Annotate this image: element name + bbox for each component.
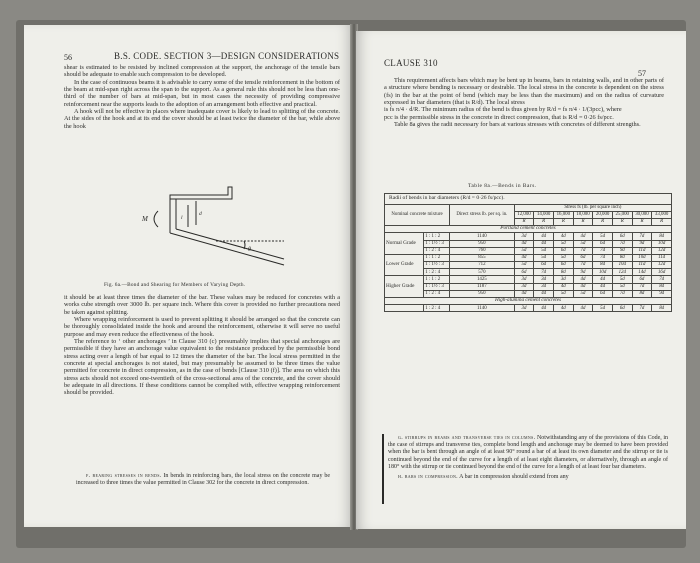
- radius-cell: 7d: [573, 247, 593, 254]
- radius-cell: 7d: [632, 305, 652, 312]
- r-label: R: [514, 218, 534, 225]
- label-M: M: [142, 215, 148, 223]
- table-caption-row: [385, 194, 672, 205]
- radius-cell: 8d: [652, 305, 672, 312]
- radius-cell: 12d: [612, 269, 632, 276]
- r-label: R: [593, 218, 613, 225]
- table-title: Table 8a.—Bends in Bars.: [468, 183, 537, 189]
- right-text-top: [384, 77, 664, 128]
- grade-label: Higher Grade: [385, 276, 424, 298]
- table-row: [385, 276, 672, 283]
- header-mixture: Nominal concrete mixture: [385, 204, 450, 226]
- paragraph: [388, 435, 668, 471]
- paragraph: Table 8a gives the radii necessary for bars at various stresses with concretes of different strengths.: [394, 121, 641, 129]
- table-row: [385, 262, 672, 269]
- radius-cell: 5d: [593, 233, 613, 240]
- radius-cell: 4d: [553, 305, 573, 312]
- radius-cell: 6d: [632, 276, 652, 283]
- left-page: [24, 25, 352, 527]
- radius-cell: 4d: [573, 283, 593, 290]
- radius-cell: 6d: [514, 269, 534, 276]
- paragraph: it should be at least three times the diameter of the bar. These values may be reduced for concretes with a works cube strength over 3000 lb. per square inch. Where this cover is provided no further precautions need be taken against splitting.: [64, 294, 340, 316]
- radius-cell: 4d: [573, 276, 593, 283]
- radius-cell: 4d: [514, 290, 534, 297]
- grade-label-blank: [385, 305, 424, 312]
- paragraph: [388, 474, 668, 481]
- beam-top-flange: [170, 187, 232, 199]
- r-label: R: [553, 218, 573, 225]
- radius-cell: 8d: [652, 283, 672, 290]
- radius-cell: 4d: [573, 233, 593, 240]
- table-row: [385, 269, 672, 276]
- radius-cell: 5d: [553, 240, 573, 247]
- stress-column-header: 16,000: [553, 211, 573, 218]
- radius-cell: 9d: [632, 240, 652, 247]
- radius-cell: 7d: [632, 233, 652, 240]
- stress-column-header: 20,000: [593, 211, 613, 218]
- direct-stress-cell: 712: [450, 262, 515, 269]
- radius-cell: 10d: [612, 262, 632, 269]
- mixture-cell: 1 : 1½ : 3: [424, 283, 450, 290]
- radius-cell: 6d: [593, 290, 613, 297]
- radius-cell: 4d: [553, 233, 573, 240]
- table-caption: Radii of bends in bar diameters (R/d = 0·26 fs/pcc).: [385, 194, 672, 205]
- bends-table: [384, 193, 672, 312]
- label-la: l: [181, 215, 183, 221]
- radius-cell: 5d: [612, 283, 632, 290]
- radius-cell: 4d: [573, 305, 593, 312]
- header-stress: Stress fs (lb. per square inch): [514, 204, 671, 211]
- radius-cell: 6d: [573, 254, 593, 261]
- grade-label: Normal Grade: [385, 233, 424, 255]
- radius-cell: 4d: [593, 283, 613, 290]
- radius-cell: 5d: [553, 290, 573, 297]
- paragraph: The reference to ‘ other anchorages ’ in Clause 310 (c) presumably implies that special anchorages are permissible if they have an anchorage value equivalent to the resistance produced by the permissible bond stress acting over a length of bar equal to 12 times the diameter of the bar. The local stress permitted in the concrete at special anchorages is not stated, but may presumably be assumed to be three times the value permitted for concrete in direct compression, as in the case of bends [Clause 310 (f)]. The area on which this stress acts should not exceed one-twentieth of the cross-sectional area of the concrete, and the cover should be adequate in all directions. If these conditions cannot be complied with, effective wrapping reinforcement should be provided.: [64, 338, 340, 397]
- grade-label: Lower Grade: [385, 254, 424, 276]
- page-number-right: 57: [638, 69, 646, 78]
- mixture-cell: 1 : 2 : 4: [424, 269, 450, 276]
- radius-cell: 11d: [632, 262, 652, 269]
- mixture-cell: 1 : 2 : 4: [424, 247, 450, 254]
- radius-cell: 4d: [534, 305, 554, 312]
- radius-cell: 5d: [534, 254, 554, 261]
- r-label: R: [652, 218, 672, 225]
- figure-hook-diagram: [136, 181, 286, 271]
- radius-cell: 3d: [534, 283, 554, 290]
- r-label: R: [534, 218, 554, 225]
- radius-cell: 7d: [593, 247, 613, 254]
- clause-f-note: [76, 473, 330, 487]
- radius-cell: 9d: [652, 290, 672, 297]
- radius-cell: 5d: [514, 262, 534, 269]
- paragraph: In the case of continuous beams it is advisable to carry some of the tensile reinforcement in the bottom of the beam at mid-span right across the span to the support. As a general rule this should not be less than one-third of the number of bars at mid-span, but in most cases the necessity of providing compressive reinforcement near the supports leads to the adoption of an arrangement both effective and practical.: [64, 78, 340, 108]
- margin-rule: [382, 434, 384, 504]
- mixture-cell: 1 : 1 : 2: [424, 276, 450, 283]
- direct-stress-cell: 1187: [450, 283, 515, 290]
- mixture-cell: 1 : 1 : 2: [424, 233, 450, 240]
- direct-stress-cell: 1140: [450, 305, 515, 312]
- r-label: R: [612, 218, 632, 225]
- radius-cell: 8d: [632, 290, 652, 297]
- radius-cell: 3d: [514, 283, 534, 290]
- radius-cell: 4d: [514, 254, 534, 261]
- radius-cell: 7d: [593, 254, 613, 261]
- mixture-cell: 1 : 1½ : 3: [424, 262, 450, 269]
- band-row: [385, 226, 672, 233]
- right-text-bottom: [388, 435, 668, 481]
- radius-cell: 6d: [534, 262, 554, 269]
- paragraph: Where wrapping reinforcement is used to prevent splitting it should be arranged so that the concrete can be thoroughly consolidated inside the hook and around the reinforcement, otherwise it will serve no useful purpose and may even reduce the effectiveness of the hook.: [64, 316, 340, 338]
- moment-arc: [154, 211, 158, 227]
- header-direct-stress: Direct stress lb. per sq. in.: [450, 204, 515, 226]
- paragraph: pcc is the permissible stress in the concrete in direct compression, that is R/d = 0·26 fs/pcc.: [384, 113, 614, 121]
- radius-cell: 10d: [593, 269, 613, 276]
- radius-cell: 6d: [612, 233, 632, 240]
- stress-column-header: 30,000: [632, 211, 652, 218]
- stress-column-header: 25,000: [612, 211, 632, 218]
- mixture-cell: 1 : 2 : 4: [424, 305, 450, 312]
- radius-cell: 11d: [652, 254, 672, 261]
- direct-stress-cell: 1140: [450, 233, 515, 240]
- radius-cell: 6d: [593, 240, 613, 247]
- stress-column-header: 18,000: [573, 211, 593, 218]
- direct-stress-cell: 950: [450, 290, 515, 297]
- radius-cell: 10d: [652, 240, 672, 247]
- radius-cell: 12d: [652, 247, 672, 254]
- r-label: R: [632, 218, 652, 225]
- clause-h-text: A bar in compression should extend from any: [459, 474, 569, 481]
- radius-cell: 9d: [612, 247, 632, 254]
- radius-cell: 6d: [553, 247, 573, 254]
- radius-cell: 3d: [514, 276, 534, 283]
- stress-column-header: 33,000: [652, 211, 672, 218]
- radius-cell: 5d: [573, 290, 593, 297]
- radius-cell: 5d: [573, 240, 593, 247]
- radius-cell: 8d: [612, 254, 632, 261]
- radius-cell: 7d: [534, 269, 554, 276]
- radius-cell: 8d: [553, 269, 573, 276]
- paragraph: This requirement affects bars which may be bent up in beams, bars in retaining walls, and in other parts of a structure where bending is necessary or desirable. The local stress in the concrete is dependent on the stress (fs) in the bar at the point of bend (which may be less than the maximum) and on the radius of curvature expressed in bar diameters (that is R/d). The local stress: [384, 77, 664, 107]
- clause-g-text: Notwithstanding any of the provisions of this Code, in the case of stirrups and transverse ties, complete bond length and anchorage may be deemed to have been provided when the bar is bent through an angle of at least 90° round a bar of at least its own diameter and the stirrup or tie is continued beyond the end of the curve for a length of at least eight diameters, or alternatively, through an angle of 180° with the stirrup or tie continued beyond the end of the curve for a length of at least four bar diameters.: [388, 435, 669, 470]
- radius-cell: 16d: [652, 269, 672, 276]
- figure-caption: Fig. 6a.—Bond and Shearing for Members of Varying Depth.: [104, 282, 246, 288]
- alumina-row: [385, 305, 672, 312]
- direct-stress-cell: 855: [450, 254, 515, 261]
- r-label: R: [573, 218, 593, 225]
- clause-heading: CLAUSE 310: [384, 58, 438, 68]
- stress-column-header: 12,000: [514, 211, 534, 218]
- radius-cell: 8d: [652, 233, 672, 240]
- radius-cell: 3d: [514, 233, 534, 240]
- radius-cell: 5d: [534, 247, 554, 254]
- radius-cell: 10d: [632, 254, 652, 261]
- radius-cell: 3d: [534, 276, 554, 283]
- direct-stress-cell: 950: [450, 240, 515, 247]
- direct-stress-cell: 570: [450, 269, 515, 276]
- direct-stress-cell: 1425: [450, 276, 515, 283]
- angle-arc: [244, 241, 245, 249]
- radius-cell: 3d: [514, 305, 534, 312]
- radius-cell: 7d: [612, 240, 632, 247]
- direct-stress-cell: 760: [450, 247, 515, 254]
- paragraph: is fs π/4 · d/R. The minimum radius of the bend is thus given by R/d = fs π/4 · 1/(3pcc), where: [384, 106, 622, 114]
- radius-cell: 7d: [573, 262, 593, 269]
- radius-cell: 5d: [612, 276, 632, 283]
- left-text-top: [64, 64, 340, 130]
- clause-f-head: f. bearing stresses in bends.: [86, 473, 162, 479]
- radius-cell: 5d: [553, 254, 573, 261]
- band-row: [385, 298, 672, 305]
- clause-h-head: h. bars in compression.: [398, 474, 458, 481]
- table-row: [385, 233, 672, 240]
- beam-soffit: [170, 233, 284, 265]
- radius-cell: 7d: [612, 290, 632, 297]
- clause-g-head: g. stirrups in beams and transverse ties in columns.: [398, 435, 536, 441]
- clause-f-text: In bends in reinforcing bars, the local stress on the concrete may be increased to three times the value permitted in Clause 302 for the concrete in direct compression.: [76, 473, 331, 486]
- table-row: [385, 247, 672, 254]
- radius-cell: 14d: [632, 269, 652, 276]
- table-row: [385, 240, 672, 247]
- radius-cell: 6d: [612, 305, 632, 312]
- table-row: [385, 283, 672, 290]
- mixture-cell: 1 : 1 : 2: [424, 254, 450, 261]
- stress-column-header: 14,000: [534, 211, 554, 218]
- radius-cell: 6d: [553, 262, 573, 269]
- table-header-row: [385, 204, 672, 211]
- radius-cell: 5d: [593, 305, 613, 312]
- radius-cell: 11d: [632, 247, 652, 254]
- running-head: B.S. CODE. SECTION 3—DESIGN CONSIDERATIONS: [114, 51, 340, 61]
- radius-cell: 7d: [652, 276, 672, 283]
- radius-cell: 4d: [553, 283, 573, 290]
- band-portland: Portland cement concretes: [385, 226, 672, 233]
- radius-cell: 4d: [534, 233, 554, 240]
- label-theta: θ: [248, 247, 251, 253]
- radius-cell: 8d: [593, 262, 613, 269]
- paragraph: shear is estimated to be resisted by inclined compression at the support, the anchorage of the tensile bars should be adequate to enable such compression to be developed.: [64, 64, 340, 79]
- radius-cell: 4d: [534, 240, 554, 247]
- label-d1: d: [199, 211, 202, 217]
- grade-groups: [385, 233, 672, 298]
- right-page: [356, 31, 686, 529]
- radius-cell: 4d: [514, 240, 534, 247]
- radius-cell: 4d: [534, 290, 554, 297]
- table-row: [385, 254, 672, 261]
- band-high-alumina: High-alumina cement concretes: [385, 298, 672, 305]
- bar-line: [176, 229, 284, 259]
- paragraph: [76, 473, 330, 487]
- radius-cell: 3d: [553, 276, 573, 283]
- mixture-cell: 1 : 2 : 4: [424, 290, 450, 297]
- radius-cell: 7d: [632, 283, 652, 290]
- mixture-cell: 1 : 1½ : 3: [424, 240, 450, 247]
- radius-cell: 12d: [652, 262, 672, 269]
- radius-cell: 9d: [573, 269, 593, 276]
- paragraph: A hook will not be effective in places where inadequate cover is likely to lead to splitting of the concrete. At the sides of the hook and at its end the cover should be at least twice the diameter of the bar, while above the hook: [64, 108, 340, 130]
- left-text-bottom: [64, 294, 340, 397]
- radius-cell: 4d: [593, 276, 613, 283]
- page-number-left: 56: [64, 53, 72, 62]
- radius-cell: 5d: [514, 247, 534, 254]
